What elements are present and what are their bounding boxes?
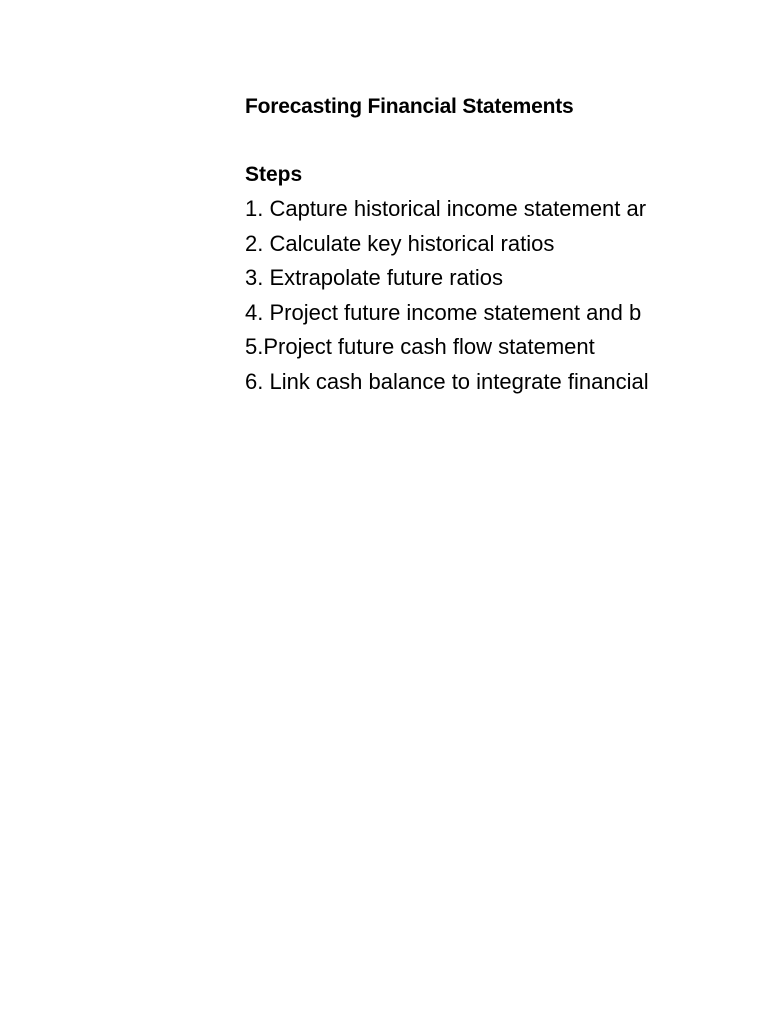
content-area: [245, 90, 666, 399]
blank-row: [245, 124, 666, 158]
step-item: 5.Project future cash flow statement: [245, 334, 595, 359]
step-item: 3. Extrapolate future ratios: [245, 265, 504, 290]
document-title: Forecasting Financial Statements: [245, 95, 574, 118]
step-item: 2. Calculate key historical ratios: [245, 230, 555, 256]
step-item: 4. Project future income statement and b: [245, 299, 642, 325]
steps-list: [245, 192, 666, 399]
steps-heading: Steps: [245, 163, 303, 186]
step-item: 1. Capture historical income statement ar: [245, 196, 647, 221]
step-item: 6. Link cash balance to integrate financial: [245, 368, 649, 394]
